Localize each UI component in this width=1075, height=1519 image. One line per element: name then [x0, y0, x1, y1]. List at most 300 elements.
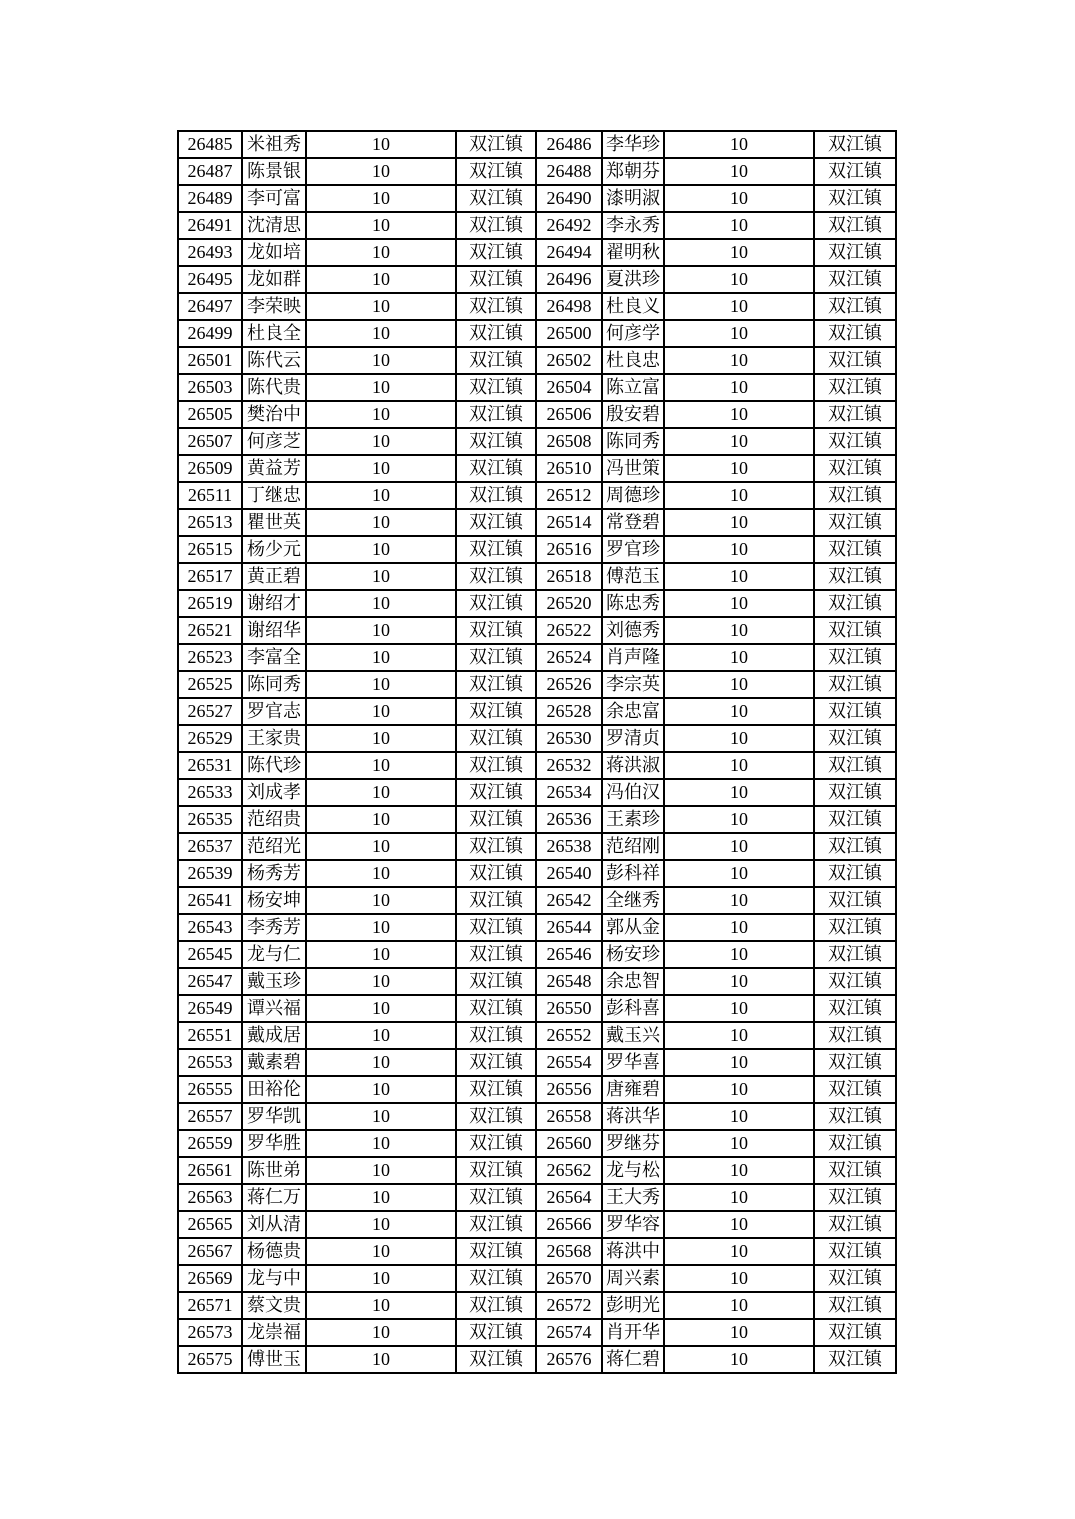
table-row — [178, 1211, 896, 1238]
town-cell: 双江镇 — [814, 509, 896, 536]
table-row — [178, 941, 896, 968]
value-cell: 10 — [664, 698, 814, 725]
table-row — [178, 644, 896, 671]
name-cell: 田裕伦 — [242, 1076, 306, 1103]
town-cell: 双江镇 — [814, 401, 896, 428]
value-cell: 10 — [306, 239, 456, 266]
id-cell: 26563 — [178, 1184, 242, 1211]
value-cell: 10 — [664, 482, 814, 509]
id-cell: 26488 — [536, 158, 602, 185]
town-cell: 双江镇 — [456, 671, 536, 698]
town-cell: 双江镇 — [456, 131, 536, 158]
name-cell: 余忠富 — [602, 698, 664, 725]
town-cell: 双江镇 — [814, 320, 896, 347]
value-cell: 10 — [306, 698, 456, 725]
id-cell: 26539 — [178, 860, 242, 887]
value-cell: 10 — [306, 914, 456, 941]
town-cell: 双江镇 — [456, 1076, 536, 1103]
town-cell: 双江镇 — [814, 1265, 896, 1292]
name-cell: 龙与中 — [242, 1265, 306, 1292]
table-row — [178, 1292, 896, 1319]
id-cell: 26551 — [178, 1022, 242, 1049]
value-cell: 10 — [664, 212, 814, 239]
name-cell: 米祖秀 — [242, 131, 306, 158]
town-cell: 双江镇 — [456, 860, 536, 887]
id-cell: 26495 — [178, 266, 242, 293]
table-row — [178, 212, 896, 239]
value-cell: 10 — [306, 1184, 456, 1211]
name-cell: 蒋洪中 — [602, 1238, 664, 1265]
value-cell: 10 — [306, 1319, 456, 1346]
name-cell: 陈代云 — [242, 347, 306, 374]
name-cell: 李可富 — [242, 185, 306, 212]
name-cell: 杜良忠 — [602, 347, 664, 374]
value-cell: 10 — [664, 860, 814, 887]
value-cell: 10 — [664, 374, 814, 401]
value-cell: 10 — [306, 860, 456, 887]
value-cell: 10 — [306, 617, 456, 644]
value-cell: 10 — [664, 455, 814, 482]
town-cell: 双江镇 — [814, 1049, 896, 1076]
id-cell: 26500 — [536, 320, 602, 347]
name-cell: 冯伯汉 — [602, 779, 664, 806]
value-cell: 10 — [306, 779, 456, 806]
value-cell: 10 — [306, 1157, 456, 1184]
name-cell: 龙如培 — [242, 239, 306, 266]
id-cell: 26502 — [536, 347, 602, 374]
town-cell: 双江镇 — [456, 941, 536, 968]
value-cell: 10 — [664, 941, 814, 968]
id-cell: 26516 — [536, 536, 602, 563]
table-row — [178, 131, 896, 158]
town-cell: 双江镇 — [814, 941, 896, 968]
town-cell: 双江镇 — [456, 1292, 536, 1319]
town-cell: 双江镇 — [814, 1184, 896, 1211]
value-cell: 10 — [306, 671, 456, 698]
value-cell: 10 — [664, 968, 814, 995]
table-row — [178, 1238, 896, 1265]
town-cell: 双江镇 — [814, 590, 896, 617]
name-cell: 郑朝芬 — [602, 158, 664, 185]
value-cell: 10 — [306, 563, 456, 590]
value-cell: 10 — [306, 266, 456, 293]
id-cell: 26505 — [178, 401, 242, 428]
id-cell: 26491 — [178, 212, 242, 239]
name-cell: 陈忠秀 — [602, 590, 664, 617]
town-cell: 双江镇 — [456, 1103, 536, 1130]
value-cell: 10 — [306, 131, 456, 158]
id-cell: 26510 — [536, 455, 602, 482]
name-cell: 刘德秀 — [602, 617, 664, 644]
table-row — [178, 752, 896, 779]
id-cell: 26550 — [536, 995, 602, 1022]
value-cell: 10 — [664, 293, 814, 320]
town-cell: 双江镇 — [814, 1076, 896, 1103]
name-cell: 范绍光 — [242, 833, 306, 860]
value-cell: 10 — [306, 806, 456, 833]
value-cell: 10 — [306, 968, 456, 995]
id-cell: 26514 — [536, 509, 602, 536]
town-cell: 双江镇 — [814, 212, 896, 239]
town-cell: 双江镇 — [814, 185, 896, 212]
town-cell: 双江镇 — [456, 833, 536, 860]
town-cell: 双江镇 — [456, 239, 536, 266]
name-cell: 夏洪珍 — [602, 266, 664, 293]
id-cell: 26520 — [536, 590, 602, 617]
id-cell: 26486 — [536, 131, 602, 158]
town-cell: 双江镇 — [814, 860, 896, 887]
id-cell: 26528 — [536, 698, 602, 725]
value-cell: 10 — [306, 941, 456, 968]
name-cell: 常登碧 — [602, 509, 664, 536]
name-cell: 漆明淑 — [602, 185, 664, 212]
table-row — [178, 833, 896, 860]
name-cell: 杨德贵 — [242, 1238, 306, 1265]
id-cell: 26547 — [178, 968, 242, 995]
value-cell: 10 — [306, 455, 456, 482]
name-cell: 罗华凯 — [242, 1103, 306, 1130]
value-cell: 10 — [664, 1265, 814, 1292]
id-cell: 26529 — [178, 725, 242, 752]
town-cell: 双江镇 — [814, 1022, 896, 1049]
value-cell: 10 — [664, 1103, 814, 1130]
value-cell: 10 — [664, 617, 814, 644]
id-cell: 26557 — [178, 1103, 242, 1130]
value-cell: 10 — [664, 1238, 814, 1265]
value-cell: 10 — [306, 1238, 456, 1265]
id-cell: 26493 — [178, 239, 242, 266]
town-cell: 双江镇 — [456, 1130, 536, 1157]
town-cell: 双江镇 — [814, 968, 896, 995]
town-cell: 双江镇 — [814, 428, 896, 455]
table-row — [178, 320, 896, 347]
roster-table — [177, 130, 897, 1374]
town-cell: 双江镇 — [456, 482, 536, 509]
name-cell: 杨安坤 — [242, 887, 306, 914]
value-cell: 10 — [664, 644, 814, 671]
town-cell: 双江镇 — [456, 536, 536, 563]
id-cell: 26534 — [536, 779, 602, 806]
table-row — [178, 293, 896, 320]
name-cell: 周兴素 — [602, 1265, 664, 1292]
town-cell: 双江镇 — [814, 671, 896, 698]
name-cell: 傅范玉 — [602, 563, 664, 590]
name-cell: 罗官珍 — [602, 536, 664, 563]
name-cell: 李华珍 — [602, 131, 664, 158]
town-cell: 双江镇 — [456, 509, 536, 536]
id-cell: 26543 — [178, 914, 242, 941]
id-cell: 26535 — [178, 806, 242, 833]
id-cell: 26532 — [536, 752, 602, 779]
town-cell: 双江镇 — [814, 266, 896, 293]
town-cell: 双江镇 — [456, 185, 536, 212]
table-row — [178, 185, 896, 212]
value-cell: 10 — [664, 887, 814, 914]
value-cell: 10 — [664, 671, 814, 698]
town-cell: 双江镇 — [456, 1238, 536, 1265]
value-cell: 10 — [306, 1211, 456, 1238]
name-cell: 王素珍 — [602, 806, 664, 833]
name-cell: 罗继芬 — [602, 1130, 664, 1157]
id-cell: 26546 — [536, 941, 602, 968]
table-row — [178, 401, 896, 428]
town-cell: 双江镇 — [814, 1292, 896, 1319]
town-cell: 双江镇 — [456, 347, 536, 374]
table-row — [178, 1130, 896, 1157]
id-cell: 26567 — [178, 1238, 242, 1265]
town-cell: 双江镇 — [814, 347, 896, 374]
id-cell: 26503 — [178, 374, 242, 401]
table-row — [178, 1049, 896, 1076]
id-cell: 26492 — [536, 212, 602, 239]
value-cell: 10 — [664, 131, 814, 158]
value-cell: 10 — [664, 1157, 814, 1184]
town-cell: 双江镇 — [814, 644, 896, 671]
value-cell: 10 — [306, 1130, 456, 1157]
table-row — [178, 1346, 896, 1373]
name-cell: 陈同秀 — [242, 671, 306, 698]
name-cell: 王家贵 — [242, 725, 306, 752]
id-cell: 26568 — [536, 1238, 602, 1265]
id-cell: 26509 — [178, 455, 242, 482]
name-cell: 罗华胜 — [242, 1130, 306, 1157]
table-row — [178, 968, 896, 995]
value-cell: 10 — [664, 320, 814, 347]
table-row — [178, 455, 896, 482]
id-cell: 26487 — [178, 158, 242, 185]
name-cell: 蒋洪淑 — [602, 752, 664, 779]
town-cell: 双江镇 — [456, 914, 536, 941]
id-cell: 26542 — [536, 887, 602, 914]
value-cell: 10 — [306, 590, 456, 617]
value-cell: 10 — [664, 779, 814, 806]
name-cell: 翟明秋 — [602, 239, 664, 266]
id-cell: 26569 — [178, 1265, 242, 1292]
value-cell: 10 — [664, 185, 814, 212]
id-cell: 26519 — [178, 590, 242, 617]
value-cell: 10 — [306, 644, 456, 671]
value-cell: 10 — [306, 374, 456, 401]
name-cell: 全继秀 — [602, 887, 664, 914]
value-cell: 10 — [664, 1319, 814, 1346]
town-cell: 双江镇 — [456, 752, 536, 779]
id-cell: 26527 — [178, 698, 242, 725]
value-cell: 10 — [306, 212, 456, 239]
id-cell: 26530 — [536, 725, 602, 752]
name-cell: 肖开华 — [602, 1319, 664, 1346]
name-cell: 樊治中 — [242, 401, 306, 428]
table-row — [178, 1265, 896, 1292]
id-cell: 26526 — [536, 671, 602, 698]
name-cell: 谢绍华 — [242, 617, 306, 644]
id-cell: 26531 — [178, 752, 242, 779]
value-cell: 10 — [306, 833, 456, 860]
name-cell: 黄益芳 — [242, 455, 306, 482]
town-cell: 双江镇 — [814, 374, 896, 401]
value-cell: 10 — [664, 1130, 814, 1157]
name-cell: 蒋洪华 — [602, 1103, 664, 1130]
table-row — [178, 671, 896, 698]
value-cell: 10 — [306, 482, 456, 509]
town-cell: 双江镇 — [814, 914, 896, 941]
value-cell: 10 — [664, 509, 814, 536]
id-cell: 26533 — [178, 779, 242, 806]
id-cell: 26508 — [536, 428, 602, 455]
value-cell: 10 — [306, 428, 456, 455]
table-row — [178, 1103, 896, 1130]
name-cell: 余忠智 — [602, 968, 664, 995]
value-cell: 10 — [306, 1049, 456, 1076]
value-cell: 10 — [306, 536, 456, 563]
id-cell: 26524 — [536, 644, 602, 671]
id-cell: 26560 — [536, 1130, 602, 1157]
value-cell: 10 — [664, 752, 814, 779]
name-cell: 谢绍才 — [242, 590, 306, 617]
table-row — [178, 563, 896, 590]
id-cell: 26522 — [536, 617, 602, 644]
town-cell: 双江镇 — [456, 644, 536, 671]
id-cell: 26504 — [536, 374, 602, 401]
table-row — [178, 1319, 896, 1346]
town-cell: 双江镇 — [456, 1184, 536, 1211]
town-cell: 双江镇 — [456, 887, 536, 914]
id-cell: 26523 — [178, 644, 242, 671]
id-cell: 26561 — [178, 1157, 242, 1184]
id-cell: 26571 — [178, 1292, 242, 1319]
id-cell: 26489 — [178, 185, 242, 212]
table-row — [178, 698, 896, 725]
table-row — [178, 239, 896, 266]
value-cell: 10 — [664, 725, 814, 752]
id-cell: 26525 — [178, 671, 242, 698]
town-cell: 双江镇 — [456, 293, 536, 320]
table-row — [178, 779, 896, 806]
table-row — [178, 374, 896, 401]
name-cell: 彭明光 — [602, 1292, 664, 1319]
town-cell: 双江镇 — [456, 968, 536, 995]
id-cell: 26498 — [536, 293, 602, 320]
town-cell: 双江镇 — [814, 1346, 896, 1373]
name-cell: 陈景银 — [242, 158, 306, 185]
id-cell: 26521 — [178, 617, 242, 644]
town-cell: 双江镇 — [456, 401, 536, 428]
name-cell: 杨秀芳 — [242, 860, 306, 887]
value-cell: 10 — [664, 158, 814, 185]
town-cell: 双江镇 — [814, 725, 896, 752]
name-cell: 李富全 — [242, 644, 306, 671]
town-cell: 双江镇 — [456, 455, 536, 482]
name-cell: 郭从金 — [602, 914, 664, 941]
id-cell: 26575 — [178, 1346, 242, 1373]
id-cell: 26517 — [178, 563, 242, 590]
value-cell: 10 — [306, 1346, 456, 1373]
table-row — [178, 995, 896, 1022]
name-cell: 陈代珍 — [242, 752, 306, 779]
town-cell: 双江镇 — [814, 482, 896, 509]
table-row — [178, 617, 896, 644]
town-cell: 双江镇 — [456, 1049, 536, 1076]
name-cell: 李永秀 — [602, 212, 664, 239]
id-cell: 26573 — [178, 1319, 242, 1346]
table-row — [178, 1022, 896, 1049]
id-cell: 26572 — [536, 1292, 602, 1319]
name-cell: 蔡文贵 — [242, 1292, 306, 1319]
name-cell: 戴成居 — [242, 1022, 306, 1049]
name-cell: 戴玉珍 — [242, 968, 306, 995]
town-cell: 双江镇 — [814, 833, 896, 860]
table-row — [178, 1076, 896, 1103]
table-row — [178, 806, 896, 833]
value-cell: 10 — [306, 1265, 456, 1292]
value-cell: 10 — [664, 590, 814, 617]
id-cell: 26566 — [536, 1211, 602, 1238]
value-cell: 10 — [664, 1211, 814, 1238]
town-cell: 双江镇 — [814, 1211, 896, 1238]
name-cell: 龙崇福 — [242, 1319, 306, 1346]
town-cell: 双江镇 — [456, 428, 536, 455]
name-cell: 杜良义 — [602, 293, 664, 320]
id-cell: 26506 — [536, 401, 602, 428]
name-cell: 杨安珍 — [602, 941, 664, 968]
value-cell: 10 — [306, 1292, 456, 1319]
table-row — [178, 428, 896, 455]
town-cell: 双江镇 — [456, 725, 536, 752]
town-cell: 双江镇 — [456, 1157, 536, 1184]
name-cell: 瞿世英 — [242, 509, 306, 536]
town-cell: 双江镇 — [456, 563, 536, 590]
town-cell: 双江镇 — [814, 752, 896, 779]
id-cell: 26537 — [178, 833, 242, 860]
town-cell: 双江镇 — [814, 239, 896, 266]
id-cell: 26565 — [178, 1211, 242, 1238]
value-cell: 10 — [664, 1292, 814, 1319]
name-cell: 蒋仁万 — [242, 1184, 306, 1211]
town-cell: 双江镇 — [456, 806, 536, 833]
name-cell: 沈清思 — [242, 212, 306, 239]
name-cell: 范绍贵 — [242, 806, 306, 833]
id-cell: 26556 — [536, 1076, 602, 1103]
roster-table-body — [178, 131, 896, 1373]
name-cell: 刘成孝 — [242, 779, 306, 806]
table-row — [178, 509, 896, 536]
id-cell: 26497 — [178, 293, 242, 320]
id-cell: 26515 — [178, 536, 242, 563]
table-row — [178, 536, 896, 563]
name-cell: 李荣映 — [242, 293, 306, 320]
town-cell: 双江镇 — [456, 1319, 536, 1346]
town-cell: 双江镇 — [456, 617, 536, 644]
town-cell: 双江镇 — [814, 293, 896, 320]
name-cell: 李宗英 — [602, 671, 664, 698]
value-cell: 10 — [664, 914, 814, 941]
town-cell: 双江镇 — [814, 1319, 896, 1346]
town-cell: 双江镇 — [456, 779, 536, 806]
value-cell: 10 — [306, 1076, 456, 1103]
id-cell: 26513 — [178, 509, 242, 536]
table-row — [178, 158, 896, 185]
town-cell: 双江镇 — [814, 563, 896, 590]
value-cell: 10 — [664, 995, 814, 1022]
id-cell: 26576 — [536, 1346, 602, 1373]
id-cell: 26501 — [178, 347, 242, 374]
name-cell: 戴素碧 — [242, 1049, 306, 1076]
town-cell: 双江镇 — [456, 374, 536, 401]
value-cell: 10 — [306, 293, 456, 320]
name-cell: 李秀芳 — [242, 914, 306, 941]
value-cell: 10 — [664, 239, 814, 266]
id-cell: 26558 — [536, 1103, 602, 1130]
town-cell: 双江镇 — [814, 698, 896, 725]
